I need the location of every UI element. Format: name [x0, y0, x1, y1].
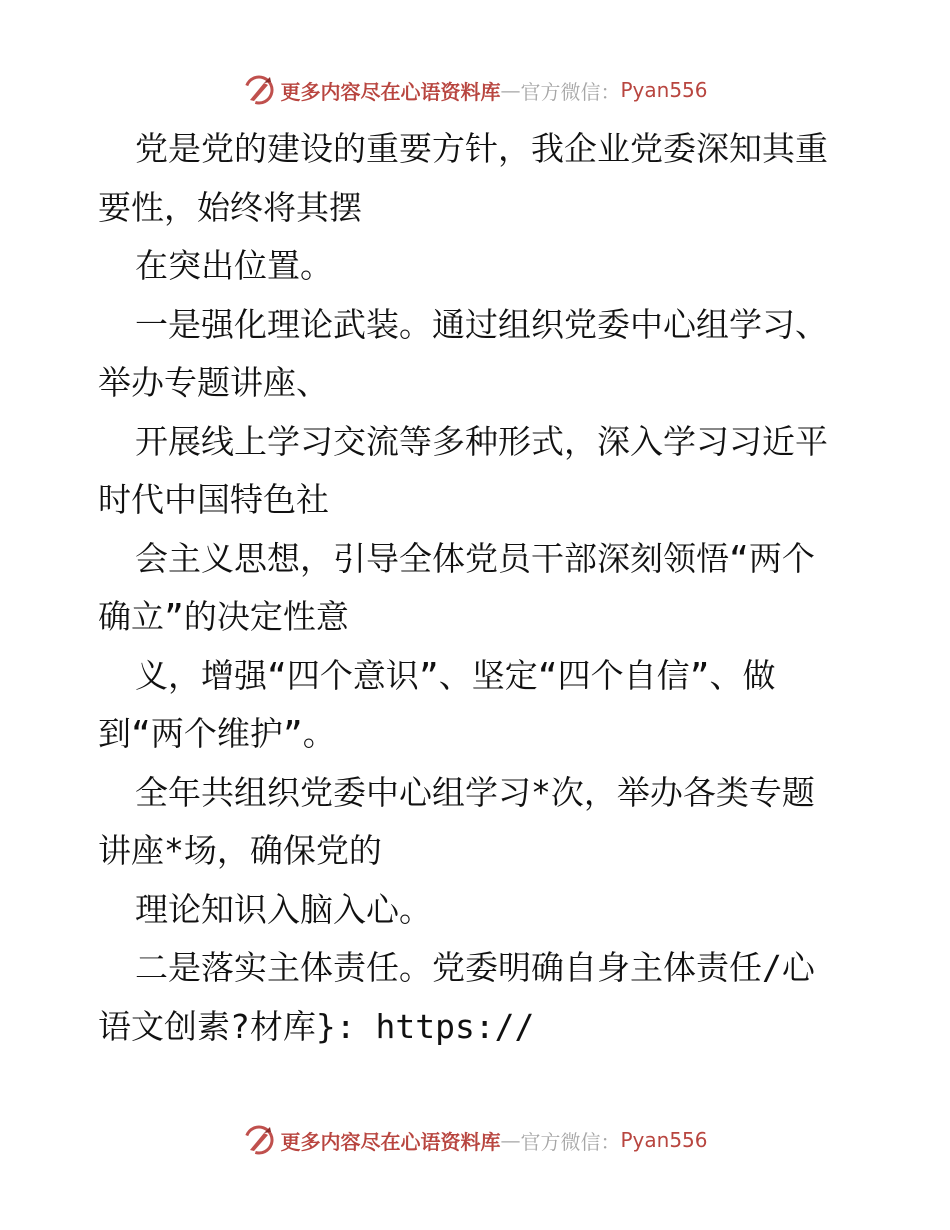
text-line: 全年共组织党委中心组学习*次，举办各类专题 — [135, 772, 815, 812]
text-line: 时代中国特色社 — [98, 480, 329, 519]
watermark-brand: 更多内容尽在心语资料库 — [280, 1129, 501, 1154]
text-line: 到“两个维护”。 — [98, 714, 336, 753]
quill-pen-logo-icon — [242, 73, 276, 107]
text-line: 二是落实主体责任。党委明确自身主体责任/心 — [135, 948, 815, 987]
watermark-brand: 更多内容尽在心语资料库 — [280, 79, 501, 104]
text-line: 确立”的决定性意 — [98, 597, 349, 636]
document-body — [98, 120, 858, 1056]
watermark-separator: — — [500, 1128, 521, 1152]
text-line: 义，增强“四个意识”、坚定“四个自信”、做 — [135, 655, 776, 695]
quill-pen-logo-icon — [242, 1123, 276, 1157]
watermark-separator: — — [500, 78, 521, 102]
watermark-label: 官方微信： — [520, 1129, 621, 1154]
watermark-label: 官方微信： — [520, 79, 621, 104]
watermark-account-id: Pyan556 — [620, 1128, 708, 1152]
text-line: 一是强化理论武装。通过组织党委中心组学习、 — [135, 304, 828, 344]
text-line: 讲座*场，确保党的 — [98, 831, 382, 870]
footer-watermark — [0, 1120, 950, 1160]
watermark-account-id: Pyan556 — [620, 78, 708, 102]
text-line: 在突出位置。 — [135, 246, 333, 285]
text-line: 理论知识入脑入心。 — [135, 889, 432, 929]
text-line: 要性，始终将其摆 — [98, 187, 362, 227]
text-line: 党是党的建设的重要方针，我企业党委深知其重 — [135, 129, 828, 168]
text-line: 语文创素?材库}: https:// — [98, 1006, 535, 1046]
text-line: 会主义思想，引导全体党员干部深刻领悟“两个 — [135, 538, 815, 578]
text-line: 开展线上学习交流等多种形式，深入学习习近平 — [135, 421, 828, 461]
text-line: 举办专题讲座、 — [98, 363, 329, 402]
header-watermark — [0, 70, 950, 110]
